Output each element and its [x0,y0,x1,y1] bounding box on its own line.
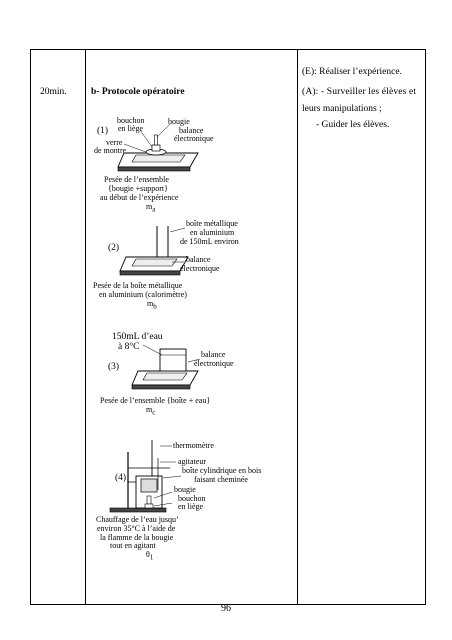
figure-caption: tout en agitant [110,541,156,550]
label-balance: balance [186,255,211,264]
page-number: 96 [221,603,231,614]
label-watch-glass: de montre [94,146,127,155]
figure-caption: Pesée de l’ensemble [104,175,169,184]
figure-caption: en aluminium (calorimètre) [99,290,187,299]
activity-line: (A): - Surveiller les élèves et [302,87,417,97]
section-heading: b- Protocole opératoire [91,87,185,97]
label-electronic: électronique [174,134,214,143]
figure-caption: au début de l’expérience [100,193,179,202]
label-cork: bouchon [178,494,206,503]
activity-line: leurs manipulations ; [302,104,382,114]
mass-symbol: $m_b$ [147,299,157,311]
objective-line: (E): Réaliser l’expérience. [302,67,402,77]
label-metal-can: de 150mL environ [180,237,239,246]
label-balance: balance [179,126,204,135]
label-thermometer: thermomètre [173,441,214,450]
figure-number: (2) [108,243,120,253]
mass-symbol: $m_c$ [146,405,156,417]
label-water: à 8°C [118,342,140,352]
figure-caption: Pesée de la boîte métallique [93,281,183,290]
figure-number: (1) [97,126,109,136]
label-water: 150mL d’eau [112,332,163,342]
figure-caption: Chauffage de l’eau jusqu’ [96,515,179,524]
label-metal-can: en aluminium [190,228,235,237]
mass-symbol: $m_a$ [146,202,156,214]
figure-number: (4) [115,473,127,483]
duration-cell: 20min. [40,87,67,97]
figure-number: (3) [108,362,120,372]
label-cork-material: en liège [118,124,144,133]
temperature-symbol: $\theta_1$ [146,550,154,562]
figure-caption: Pesée de l’ensemble {boîte + eau} [100,396,211,405]
label-metal-can: boîte métallique [186,219,238,228]
label-wooden-box: boîte cylindrique en bois [182,466,262,475]
label-watch-glass: verre [106,138,123,147]
activity-line: - Guider les élèves. [316,120,390,130]
label-candle: bougie [168,117,190,126]
figure-caption: la flamme de la bougie [100,533,174,542]
label-cork: bouchon [117,116,145,125]
label-cork-material: en liège [178,502,204,511]
label-wooden-box: faisant cheminée [194,475,248,484]
label-electronic: électronique [180,264,220,273]
label-electronic: électronique [194,359,234,368]
label-balance: balance [201,350,226,359]
figure-caption: environ 35°C à l’aide de [97,524,176,533]
label-candle: bougie [174,485,196,494]
figure-caption: {bougie +support} [108,184,168,193]
label-stirrer: agitateur [178,457,206,466]
